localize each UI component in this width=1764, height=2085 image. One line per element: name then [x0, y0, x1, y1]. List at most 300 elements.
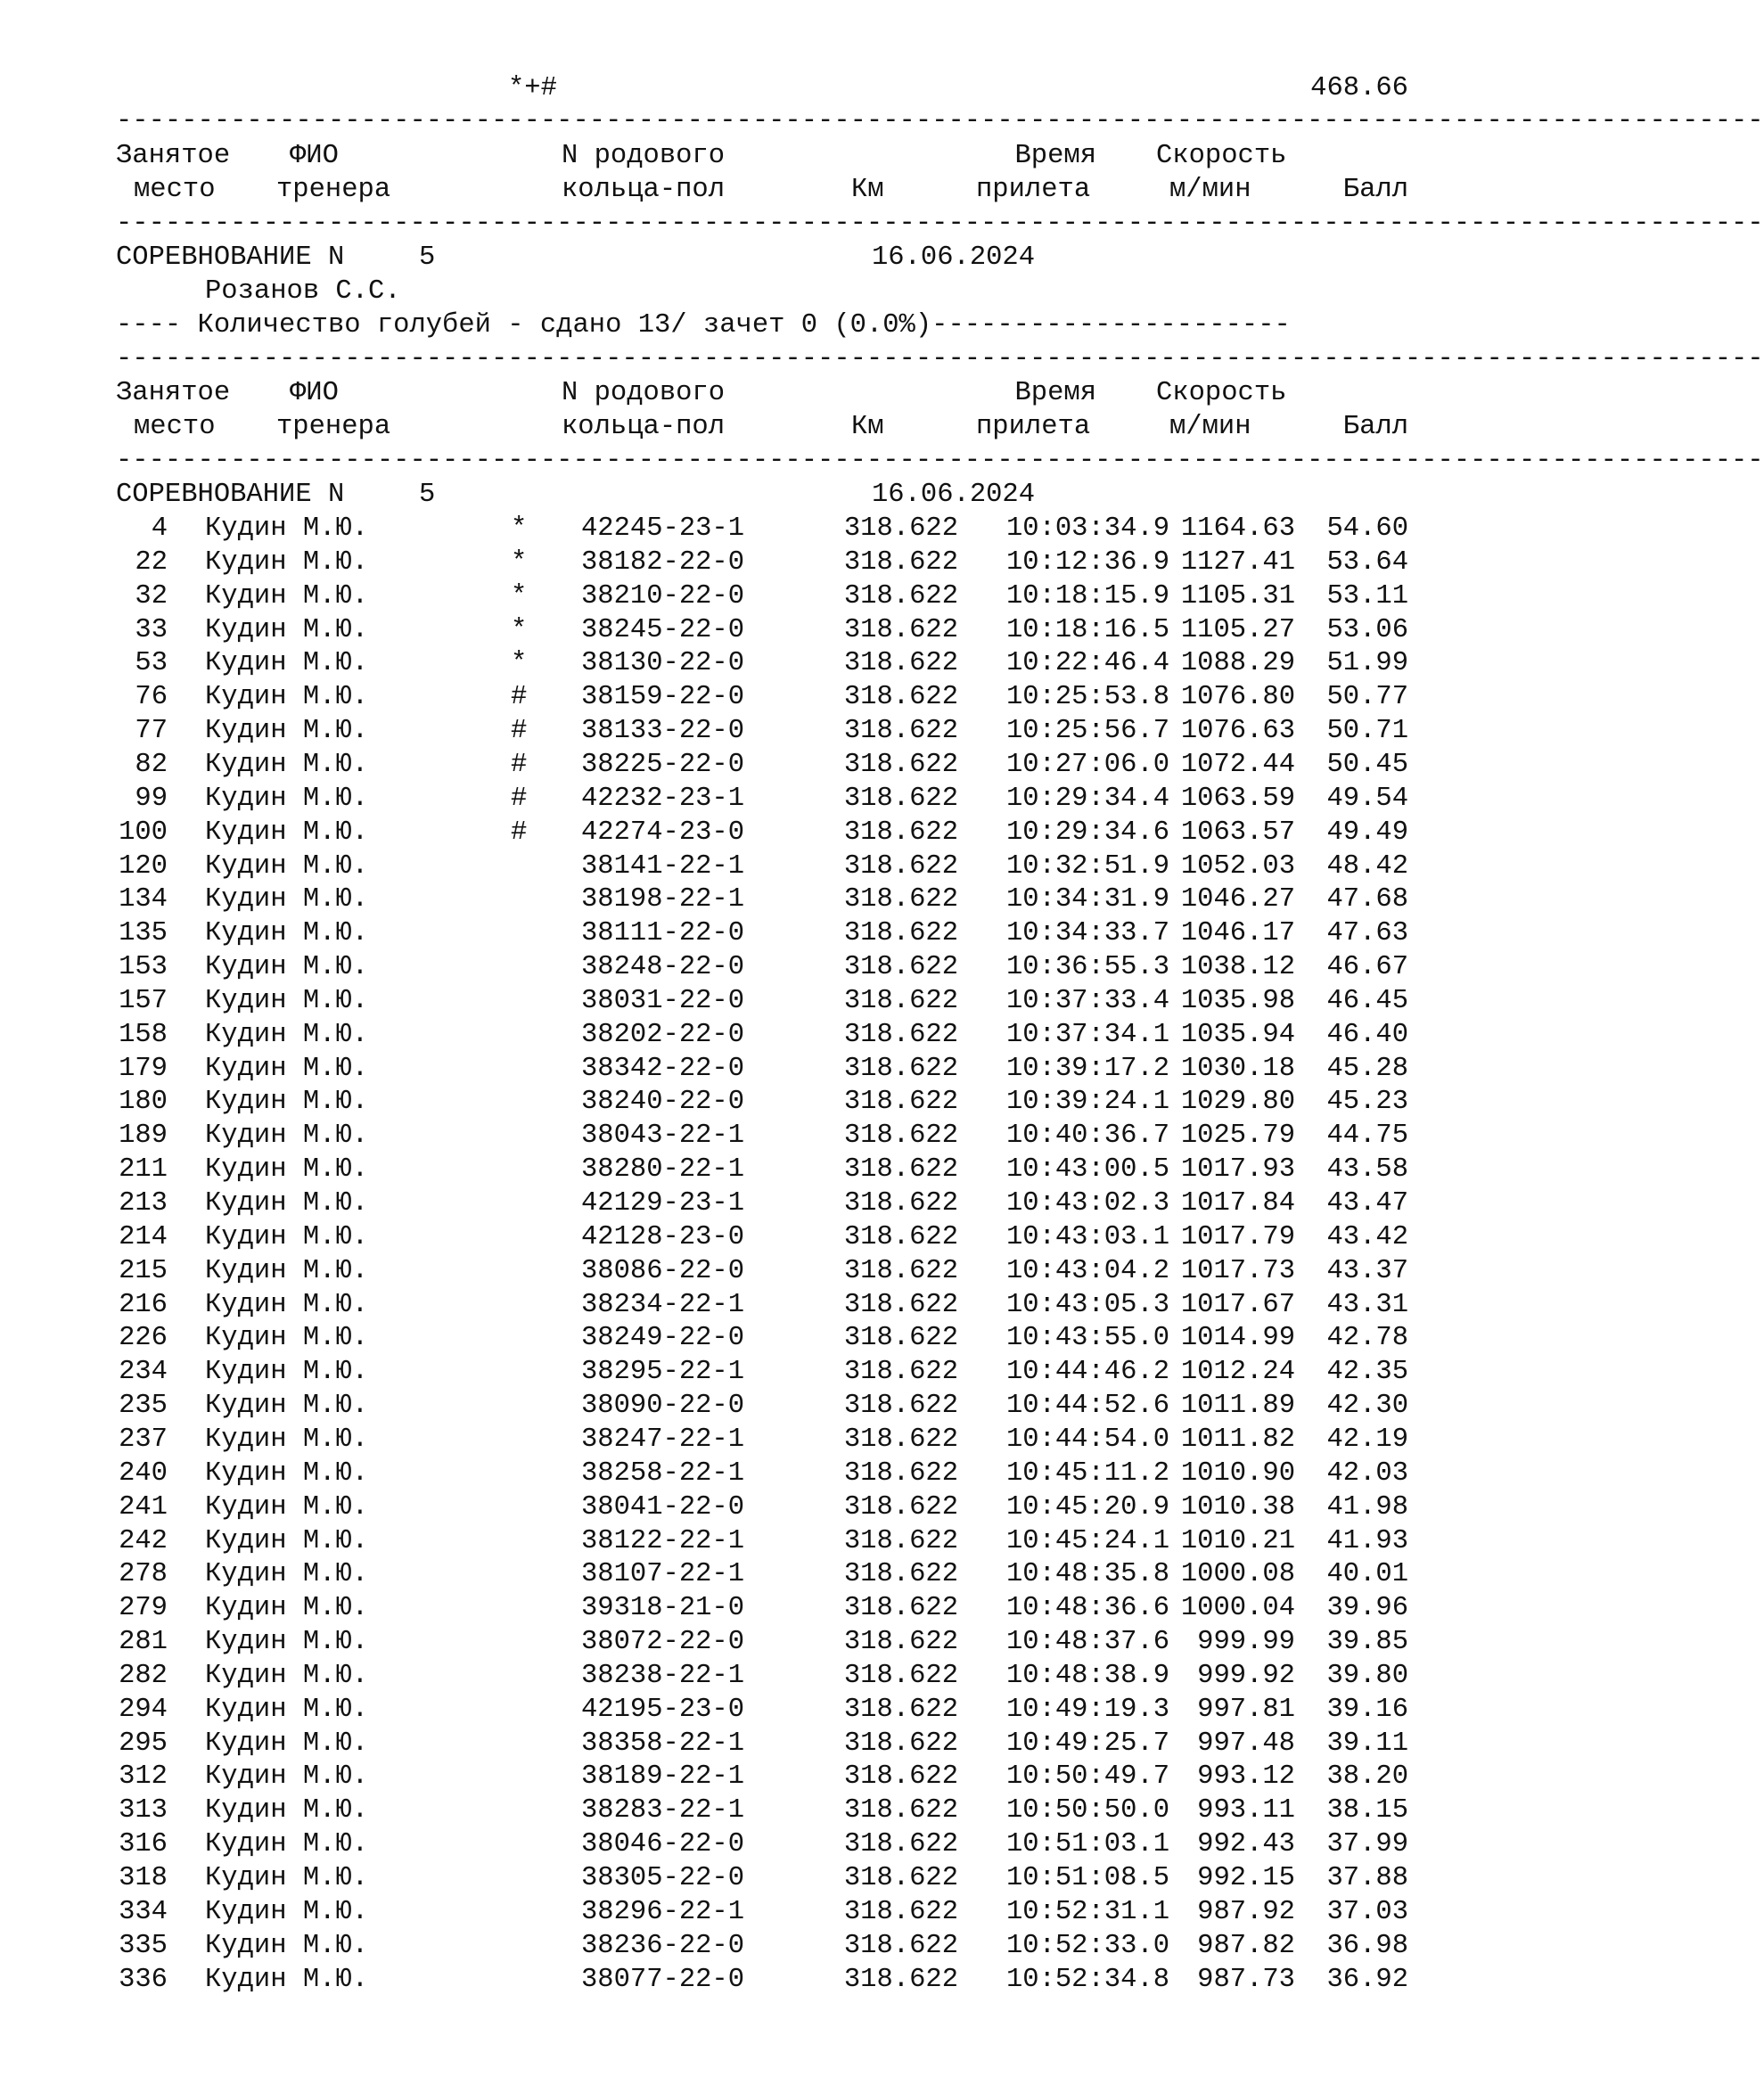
- header-place-2: место: [134, 412, 216, 442]
- trainer-cell: Кудин М.Ю.: [205, 1154, 369, 1186]
- km-cell: 318.622: [843, 1457, 958, 1489]
- score-cell: 43.47: [1326, 1188, 1408, 1219]
- speed-cell: 987.92: [1197, 1896, 1295, 1927]
- speed-cell: 1076.80: [1180, 682, 1295, 713]
- score-cell: 39.96: [1326, 1593, 1408, 1624]
- time-cell: 10:37:33.4: [1005, 985, 1169, 1016]
- time-cell: 10:39:24.1: [1005, 1087, 1169, 1118]
- time-cell: 10:50:49.7: [1005, 1761, 1169, 1793]
- time-cell: 10:45:24.1: [1005, 1525, 1169, 1556]
- place-cell: 32: [135, 580, 168, 612]
- place-cell: 278: [119, 1559, 168, 1590]
- ring-cell: 38245-22-0: [581, 614, 745, 645]
- score-cell: 42.78: [1326, 1323, 1408, 1354]
- score-cell: 36.98: [1326, 1930, 1408, 1961]
- speed-cell: 993.12: [1197, 1761, 1295, 1793]
- km-cell: 318.622: [843, 1694, 958, 1725]
- speed-cell: 1105.31: [1180, 580, 1295, 612]
- place-cell: 240: [119, 1457, 168, 1489]
- time-cell: 10:18:16.5: [1005, 614, 1169, 645]
- rule-line: -----------------------------------------------------------------------------------------------------: [116, 209, 1764, 239]
- score-cell: 41.93: [1326, 1525, 1408, 1556]
- score-cell: 45.28: [1326, 1053, 1408, 1084]
- table-row: [116, 1827, 1417, 1861]
- place-cell: 282: [119, 1660, 168, 1691]
- speed-cell: 1046.27: [1180, 884, 1295, 915]
- km-cell: 318.622: [843, 1896, 958, 1927]
- ring-cell: 38122-22-1: [581, 1525, 745, 1556]
- mark-cell: *: [511, 513, 528, 544]
- place-cell: 295: [119, 1728, 168, 1759]
- speed-cell: 999.99: [1197, 1627, 1295, 1658]
- header-score: Балл: [1342, 175, 1408, 205]
- time-cell: 10:44:46.2: [1005, 1357, 1169, 1388]
- place-cell: 234: [119, 1357, 168, 1388]
- competition-line-2: [116, 478, 1417, 512]
- score-cell: 46.45: [1326, 985, 1408, 1016]
- ring-cell: 42245-23-1: [581, 513, 745, 544]
- mark-cell: #: [511, 682, 528, 713]
- ring-cell: 38295-22-1: [581, 1357, 745, 1388]
- table-row: [116, 1659, 1417, 1693]
- score-cell: 37.99: [1326, 1829, 1408, 1860]
- km-cell: 318.622: [843, 1829, 958, 1860]
- time-cell: 10:25:53.8: [1005, 682, 1169, 713]
- trainer-cell: Кудин М.Ю.: [205, 1391, 369, 1422]
- time-cell: 10:36:55.3: [1005, 952, 1169, 983]
- trainer-cell: Кудин М.Ю.: [205, 648, 369, 679]
- place-cell: 215: [119, 1255, 168, 1286]
- time-cell: 10:37:34.1: [1005, 1019, 1169, 1050]
- km-cell: 318.622: [843, 952, 958, 983]
- time-cell: 10:51:08.5: [1005, 1863, 1169, 1893]
- km-cell: 318.622: [843, 1424, 958, 1455]
- place-cell: 158: [119, 1019, 168, 1050]
- mark-cell: #: [511, 749, 528, 780]
- trainer-cell: Кудин М.Ю.: [205, 1221, 369, 1252]
- trainer-name: Розанов С.С.: [205, 276, 401, 307]
- header-ring-2: кольца-пол: [562, 412, 726, 442]
- speed-cell: 1011.89: [1180, 1391, 1295, 1422]
- km-cell: 318.622: [843, 749, 958, 780]
- km-cell: 318.622: [843, 682, 958, 713]
- place-cell: 213: [119, 1188, 168, 1219]
- score-cell: 42.35: [1326, 1357, 1408, 1388]
- speed-cell: 1014.99: [1180, 1323, 1295, 1354]
- header-place: Занятое: [116, 141, 231, 171]
- km-cell: 318.622: [843, 1391, 958, 1422]
- header-speed: Скорость: [1156, 378, 1287, 408]
- trainer-cell: Кудин М.Ю.: [205, 546, 369, 578]
- km-cell: 318.622: [843, 716, 958, 747]
- ring-cell: 38296-22-1: [581, 1896, 745, 1927]
- table-row: [116, 1929, 1417, 1963]
- speed-cell: 1011.82: [1180, 1424, 1295, 1455]
- ring-cell: 38046-22-0: [581, 1829, 745, 1860]
- trainer-cell: Кудин М.Ю.: [205, 817, 369, 848]
- table-row: [116, 1457, 1417, 1490]
- table-row: [116, 1727, 1417, 1761]
- trainer-cell: Кудин М.Ю.: [205, 1761, 369, 1793]
- time-cell: 10:34:31.9: [1005, 884, 1169, 915]
- ring-cell: 39318-21-0: [581, 1593, 745, 1624]
- trainer-cell: Кудин М.Ю.: [205, 513, 369, 544]
- speed-cell: 1010.90: [1180, 1457, 1295, 1489]
- score-cell: 50.45: [1326, 749, 1408, 780]
- header-score: Балл: [1342, 412, 1408, 442]
- time-cell: 10:44:52.6: [1005, 1391, 1169, 1422]
- time-cell: 10:27:06.0: [1005, 749, 1169, 780]
- trainer-cell: Кудин М.Ю.: [205, 918, 369, 949]
- table-row: [116, 782, 1417, 816]
- ring-cell: 38236-22-0: [581, 1930, 745, 1961]
- time-cell: 10:48:38.9: [1005, 1660, 1169, 1691]
- header-fio: ФИО: [290, 378, 339, 408]
- place-cell: 120: [119, 850, 168, 882]
- place-cell: 134: [119, 884, 168, 915]
- speed-cell: 993.11: [1197, 1795, 1295, 1826]
- place-cell: 226: [119, 1323, 168, 1354]
- competition-number: 5: [419, 242, 436, 273]
- score-cell: 50.71: [1326, 716, 1408, 747]
- place-cell: 316: [119, 1829, 168, 1860]
- trainer-cell: Кудин М.Ю.: [205, 783, 369, 814]
- header-fio-2: тренера: [276, 175, 391, 205]
- speed-cell: 1105.27: [1180, 614, 1295, 645]
- km-cell: 318.622: [843, 1863, 958, 1893]
- km-cell: 318.622: [843, 1357, 958, 1388]
- place-cell: 211: [119, 1154, 168, 1186]
- ring-cell: 42232-23-1: [581, 783, 745, 814]
- score-cell: 50.77: [1326, 682, 1408, 713]
- score-cell: 39.85: [1326, 1627, 1408, 1658]
- trainer-cell: Кудин М.Ю.: [205, 1694, 369, 1725]
- ring-cell: 38248-22-0: [581, 952, 745, 983]
- place-cell: 279: [119, 1593, 168, 1624]
- time-cell: 10:03:34.9: [1005, 513, 1169, 544]
- table-row: [116, 1794, 1417, 1827]
- trainer-cell: Кудин М.Ю.: [205, 1087, 369, 1118]
- ring-cell: 42129-23-1: [581, 1188, 745, 1219]
- time-cell: 10:43:04.2: [1005, 1255, 1169, 1286]
- ring-cell: 38130-22-0: [581, 648, 745, 679]
- km-cell: 318.622: [843, 1593, 958, 1624]
- km-cell: 318.622: [843, 1120, 958, 1152]
- score-cell: 47.68: [1326, 884, 1408, 915]
- km-cell: 318.622: [843, 783, 958, 814]
- score-cell: 53.64: [1326, 546, 1408, 578]
- place-cell: 242: [119, 1525, 168, 1556]
- trainer-cell: Кудин М.Ю.: [205, 1525, 369, 1556]
- score-cell: 49.49: [1326, 817, 1408, 848]
- speed-cell: 1038.12: [1180, 952, 1295, 983]
- speed-cell: 1164.63: [1180, 513, 1295, 544]
- ring-cell: 38182-22-0: [581, 546, 745, 578]
- time-cell: 10:25:56.7: [1005, 716, 1169, 747]
- km-cell: 318.622: [843, 648, 958, 679]
- ring-cell: 42128-23-0: [581, 1221, 745, 1252]
- km-cell: 318.622: [843, 614, 958, 645]
- ring-cell: 38111-22-0: [581, 918, 745, 949]
- score-cell: 45.23: [1326, 1087, 1408, 1118]
- time-cell: 10:45:11.2: [1005, 1457, 1169, 1489]
- place-cell: 313: [119, 1795, 168, 1826]
- speed-cell: 1025.79: [1180, 1120, 1295, 1152]
- km-cell: 318.622: [843, 1255, 958, 1286]
- mark-cell: #: [511, 783, 528, 814]
- table-row: [116, 1153, 1417, 1186]
- header-speed-2: м/мин: [1169, 175, 1251, 205]
- km-cell: 318.622: [843, 1019, 958, 1050]
- ring-cell: 38305-22-0: [581, 1863, 745, 1893]
- score-cell: 42.03: [1326, 1457, 1408, 1489]
- speed-cell: 992.15: [1197, 1863, 1295, 1893]
- score-cell: 36.92: [1326, 1964, 1408, 1995]
- speed-cell: 1017.84: [1180, 1188, 1295, 1219]
- speed-cell: 1029.80: [1180, 1087, 1295, 1118]
- ring-cell: 38225-22-0: [581, 749, 745, 780]
- table-row: [116, 1321, 1417, 1355]
- score-cell: 44.75: [1326, 1120, 1408, 1152]
- column-header-row-1: [116, 139, 1417, 173]
- mark-cell: *: [511, 614, 528, 645]
- time-cell: 10:50:50.0: [1005, 1795, 1169, 1826]
- score-cell: 48.42: [1326, 850, 1408, 882]
- header-ring: N родового: [562, 141, 726, 171]
- score-cell: 38.20: [1326, 1761, 1408, 1793]
- km-cell: 318.622: [843, 1559, 958, 1590]
- table-row: [116, 1288, 1417, 1322]
- km-cell: 318.622: [843, 1221, 958, 1252]
- header-km: Км: [851, 175, 884, 205]
- km-cell: 318.622: [843, 1728, 958, 1759]
- place-cell: 179: [119, 1053, 168, 1084]
- trainer-cell: Кудин М.Ю.: [205, 682, 369, 713]
- time-cell: 10:22:46.4: [1005, 648, 1169, 679]
- place-cell: 33: [135, 614, 168, 645]
- speed-cell: 1046.17: [1180, 918, 1295, 949]
- place-cell: 76: [135, 682, 168, 713]
- trainer-cell: Кудин М.Ю.: [205, 1188, 369, 1219]
- trainer-cell: Кудин М.Ю.: [205, 614, 369, 645]
- speed-cell: 997.48: [1197, 1728, 1295, 1759]
- table-row: [116, 1389, 1417, 1423]
- table-row: [116, 1861, 1417, 1895]
- table-row: [116, 1254, 1417, 1288]
- table-row: [116, 1220, 1417, 1254]
- trainer-cell: Кудин М.Ю.: [205, 749, 369, 780]
- time-cell: 10:44:54.0: [1005, 1424, 1169, 1455]
- km-cell: 318.622: [843, 1188, 958, 1219]
- table-row: [116, 646, 1417, 680]
- ring-cell: 38234-22-1: [581, 1289, 745, 1320]
- km-cell: 318.622: [843, 1087, 958, 1118]
- speed-cell: 1010.38: [1180, 1491, 1295, 1523]
- speed-cell: 987.73: [1197, 1964, 1295, 1995]
- place-cell: 53: [135, 648, 168, 679]
- ring-cell: 38198-22-1: [581, 884, 745, 915]
- speed-cell: 1072.44: [1180, 749, 1295, 780]
- trainer-cell: Кудин М.Ю.: [205, 1660, 369, 1691]
- trainer-cell: Кудин М.Ю.: [205, 1964, 369, 1995]
- ring-cell: 38202-22-0: [581, 1019, 745, 1050]
- place-cell: 99: [135, 783, 168, 814]
- trainer-cell: Кудин М.Ю.: [205, 1863, 369, 1893]
- time-cell: 10:43:03.1: [1005, 1221, 1169, 1252]
- time-cell: 10:34:33.7: [1005, 918, 1169, 949]
- mark-cell: *: [511, 580, 528, 612]
- score-cell: 41.98: [1326, 1491, 1408, 1523]
- place-cell: 180: [119, 1087, 168, 1118]
- ring-cell: 38141-22-1: [581, 850, 745, 882]
- ring-cell: 38031-22-0: [581, 985, 745, 1016]
- time-cell: 10:48:37.6: [1005, 1627, 1169, 1658]
- place-cell: 241: [119, 1491, 168, 1523]
- ring-cell: 38090-22-0: [581, 1391, 745, 1422]
- place-cell: 336: [119, 1964, 168, 1995]
- time-cell: 10:43:55.0: [1005, 1323, 1169, 1354]
- ring-cell: 38283-22-1: [581, 1795, 745, 1826]
- header-time-2: прилета: [976, 412, 1091, 442]
- time-cell: 10:49:25.7: [1005, 1728, 1169, 1759]
- table-row: [116, 916, 1417, 950]
- ring-cell: 42274-23-0: [581, 817, 745, 848]
- score-cell: 39.11: [1326, 1728, 1408, 1759]
- trainer-cell: Кудин М.Ю.: [205, 1795, 369, 1826]
- place-cell: 294: [119, 1694, 168, 1725]
- trainer-cell: Кудин М.Ю.: [205, 1627, 369, 1658]
- place-cell: 335: [119, 1930, 168, 1961]
- table-row: [116, 1963, 1417, 1997]
- trainer-cell: Кудин М.Ю.: [205, 850, 369, 882]
- table-row: [116, 1119, 1417, 1153]
- score-cell: 37.03: [1326, 1896, 1408, 1927]
- km-cell: 318.622: [843, 817, 958, 848]
- time-cell: 10:52:33.0: [1005, 1930, 1169, 1961]
- rule-line: -----------------------------------------------------------------------------------------------------: [116, 106, 1764, 136]
- place-cell: 157: [119, 985, 168, 1016]
- trainer-cell: Кудин М.Ю.: [205, 1120, 369, 1152]
- speed-cell: 1017.93: [1180, 1154, 1295, 1186]
- ring-cell: 38189-22-1: [581, 1761, 745, 1793]
- table-row: [116, 850, 1417, 883]
- ring-cell: 38280-22-1: [581, 1154, 745, 1186]
- mark-cell: *: [511, 648, 528, 679]
- table-row: [116, 579, 1417, 613]
- time-cell: 10:48:35.8: [1005, 1559, 1169, 1590]
- header-place-2: место: [134, 175, 216, 205]
- header-place: Занятое: [116, 378, 231, 408]
- mark-cell: #: [511, 716, 528, 747]
- table-row: [116, 1186, 1417, 1220]
- time-cell: 10:32:51.9: [1005, 850, 1169, 882]
- speed-cell: 1088.29: [1180, 648, 1295, 679]
- table-row: [116, 1693, 1417, 1727]
- trainer-cell: Кудин М.Ю.: [205, 1491, 369, 1523]
- time-cell: 10:43:02.3: [1005, 1188, 1169, 1219]
- table-row: [116, 512, 1417, 546]
- trainer-cell: Кудин М.Ю.: [205, 716, 369, 747]
- trainer-cell: Кудин М.Ю.: [205, 1457, 369, 1489]
- trainer-cell: Кудин М.Ю.: [205, 1289, 369, 1320]
- speed-cell: 1063.59: [1180, 783, 1295, 814]
- trainer-cell: Кудин М.Ю.: [205, 952, 369, 983]
- score-cell: 42.19: [1326, 1424, 1408, 1455]
- competition-label: СОРЕВНОВАНИЕ N: [116, 480, 345, 510]
- speed-cell: 1000.08: [1180, 1559, 1295, 1590]
- trainer-cell: Кудин М.Ю.: [205, 1559, 369, 1590]
- score-cell: 43.42: [1326, 1221, 1408, 1252]
- ring-cell: 38258-22-1: [581, 1457, 745, 1489]
- place-cell: 318: [119, 1863, 168, 1893]
- competition-date: 16.06.2024: [872, 480, 1036, 510]
- table-row: [116, 984, 1417, 1018]
- km-cell: 318.622: [843, 1795, 958, 1826]
- ring-cell: 38107-22-1: [581, 1559, 745, 1590]
- time-cell: 10:52:31.1: [1005, 1896, 1169, 1927]
- km-cell: 318.622: [843, 1323, 958, 1354]
- speed-cell: 999.92: [1197, 1660, 1295, 1691]
- place-cell: 237: [119, 1424, 168, 1455]
- table-row: [116, 1018, 1417, 1052]
- competition-number: 5: [419, 480, 436, 510]
- speed-cell: 987.82: [1197, 1930, 1295, 1961]
- ring-cell: 38077-22-0: [581, 1964, 745, 1995]
- time-cell: 10:12:36.9: [1005, 546, 1169, 578]
- table-row: [116, 1760, 1417, 1794]
- time-cell: 10:49:19.3: [1005, 1694, 1169, 1725]
- top-value: 468.66: [1310, 73, 1408, 103]
- table-row: [116, 546, 1417, 579]
- speed-cell: 1017.73: [1180, 1255, 1295, 1286]
- speed-cell: 1010.21: [1180, 1525, 1295, 1556]
- time-cell: 10:29:34.6: [1005, 817, 1169, 848]
- speed-cell: 1030.18: [1180, 1053, 1295, 1084]
- table-row: [116, 1490, 1417, 1524]
- trainer-cell: Кудин М.Ю.: [205, 1019, 369, 1050]
- column-header-row-2: [116, 410, 1417, 444]
- table-row: [116, 816, 1417, 850]
- time-cell: 10:39:17.2: [1005, 1053, 1169, 1084]
- header-km: Км: [851, 412, 884, 442]
- speed-cell: 1012.24: [1180, 1357, 1295, 1388]
- km-cell: 318.622: [843, 580, 958, 612]
- km-cell: 318.622: [843, 985, 958, 1016]
- rule-line: -----------------------------------------------------------------------------------------------------: [116, 446, 1764, 476]
- score-cell: 42.30: [1326, 1391, 1408, 1422]
- ring-cell: 38238-22-1: [581, 1660, 745, 1691]
- score-cell: 43.31: [1326, 1289, 1408, 1320]
- score-cell: 46.40: [1326, 1019, 1408, 1050]
- time-cell: 10:45:20.9: [1005, 1491, 1169, 1523]
- score-cell: 53.11: [1326, 580, 1408, 612]
- km-cell: 318.622: [843, 1053, 958, 1084]
- trainer-cell: Кудин М.Ю.: [205, 1930, 369, 1961]
- time-cell: 10:48:36.6: [1005, 1593, 1169, 1624]
- header-ring: N родового: [562, 378, 726, 408]
- place-cell: 153: [119, 952, 168, 983]
- header-fio: ФИО: [290, 141, 339, 171]
- time-cell: 10:29:34.4: [1005, 783, 1169, 814]
- ring-cell: 38247-22-1: [581, 1424, 745, 1455]
- score-cell: 39.16: [1326, 1694, 1408, 1725]
- score-cell: 37.88: [1326, 1863, 1408, 1893]
- time-cell: 10:52:34.8: [1005, 1964, 1169, 1995]
- time-cell: 10:43:00.5: [1005, 1154, 1169, 1186]
- km-cell: 318.622: [843, 1289, 958, 1320]
- ring-cell: 38133-22-0: [581, 716, 745, 747]
- ring-cell: 38342-22-0: [581, 1053, 745, 1084]
